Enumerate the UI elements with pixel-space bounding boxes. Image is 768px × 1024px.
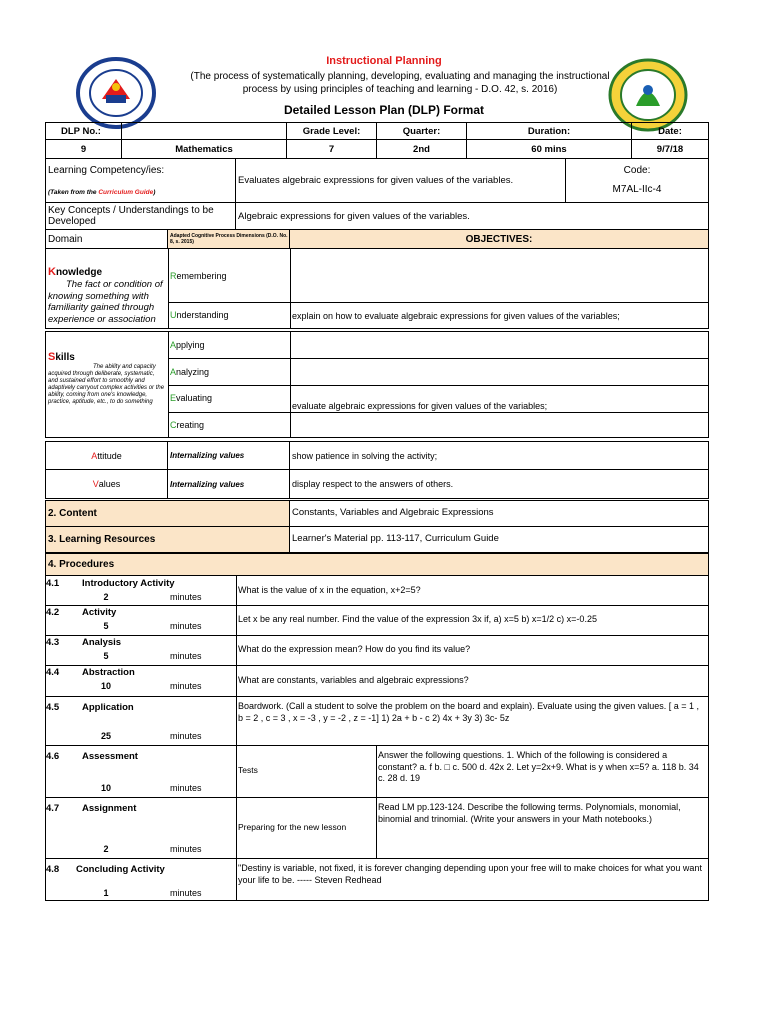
applying-label bbox=[170, 340, 205, 352]
attitude-row bbox=[45, 441, 709, 470]
competency-note-prefix: (Taken from the bbox=[48, 189, 99, 196]
procedure-minutes: 5 bbox=[103, 651, 109, 661]
evaluating-objective: evaluate algebraic expressions for given values of the variables; bbox=[292, 401, 548, 411]
key-concepts-text: Algebraic expressions for given values of the variables. bbox=[238, 210, 470, 222]
creating-rest: reating bbox=[176, 420, 205, 430]
knowledge-label bbox=[48, 267, 102, 279]
deped-seal-logo bbox=[76, 57, 156, 129]
knowledge-desc: The fact or condition of knowing something with familiarity gained through experience or association bbox=[48, 279, 163, 325]
skills-rest: kills bbox=[55, 352, 75, 363]
analyzing-initial: A bbox=[170, 367, 177, 377]
minutes-word: minutes bbox=[170, 731, 202, 741]
attitude-rest: ttitude bbox=[97, 450, 122, 461]
curriculum-guide-link: Curriculum Guide bbox=[98, 189, 154, 196]
minutes-word: minutes bbox=[170, 844, 202, 854]
minutes-word: minutes bbox=[170, 888, 202, 898]
code-value: M7AL-IIc-4 bbox=[612, 184, 662, 195]
code-cell bbox=[566, 159, 708, 202]
procedures-block bbox=[45, 575, 709, 901]
understanding-label bbox=[170, 310, 229, 322]
procedure-number: 4.1 bbox=[46, 578, 60, 589]
dlp-no-label: DLP No.: bbox=[46, 123, 122, 139]
analyzing-rest: nalyzing bbox=[176, 367, 210, 377]
resources-text: Learner's Material pp. 113-117, Curriculum Guide bbox=[292, 533, 499, 544]
quarter-value: 2nd bbox=[377, 140, 467, 158]
remembering-rest: emembering bbox=[176, 271, 227, 281]
procedure-text: What is the value of x in the equation, x+2=5? bbox=[238, 585, 421, 595]
content-label: 2. Content bbox=[46, 501, 290, 526]
procedure-number: 4.8 bbox=[46, 864, 60, 875]
procedure-name: Assessment bbox=[82, 751, 138, 762]
understanding-initial: U bbox=[170, 310, 177, 320]
understanding-rest: nderstanding bbox=[176, 310, 229, 320]
procedure-number: 4.6 bbox=[46, 751, 60, 762]
remembering-initial: R bbox=[170, 271, 177, 281]
subject-value: Mathematics bbox=[122, 140, 287, 158]
skills-block bbox=[45, 331, 709, 438]
code-label: Code: bbox=[623, 165, 651, 176]
procedures-label: 4. Procedures bbox=[48, 559, 115, 570]
competency-row bbox=[45, 158, 709, 203]
procedure-text: Let x be any real number. Find the value of the expression 3x if, a) x=5 b) x=1/2 c) x=-0.25 bbox=[238, 614, 597, 624]
procedure-name: Introductory Activity bbox=[82, 578, 175, 589]
attitude-process: Internalizing values bbox=[168, 442, 290, 469]
skills-initial: S bbox=[48, 351, 56, 363]
competency-note-suffix: ) bbox=[153, 189, 156, 196]
procedure-row bbox=[46, 858, 708, 902]
procedure-text: "Destiny is variable, not fixed, it is forever changing depending upon your free will to make choices for what you want your life to be. ----- Steven Redhead bbox=[238, 863, 702, 885]
competency-label-cell bbox=[46, 159, 236, 202]
procedure-minutes: 2 bbox=[103, 592, 109, 602]
minutes-word: minutes bbox=[170, 621, 202, 631]
procedure-row bbox=[46, 745, 708, 797]
resources-label: 3. Learning Resources bbox=[46, 527, 290, 552]
knowledge-block bbox=[45, 248, 709, 329]
procedure-row bbox=[46, 665, 708, 696]
procedure-text: Read LM pp.123-124. Describe the following terms. Polynomials, monomial, binomial and trinomial. (Write your answers in your Math notebooks.) bbox=[378, 802, 681, 824]
content-text: Constants, Variables and Algebraic Expressions bbox=[292, 507, 494, 518]
grade-label: Grade Level: bbox=[287, 123, 377, 139]
date-value: 9/7/18 bbox=[656, 143, 684, 155]
understanding-objective: explain on how to evaluate algebraic expressions for given values of the variables; bbox=[292, 311, 620, 321]
header-title: Instructional Planning bbox=[326, 55, 442, 67]
values-rest: alues bbox=[98, 479, 121, 489]
procedure-minutes: 10 bbox=[100, 783, 111, 793]
procedures-header-row bbox=[45, 553, 709, 576]
domain-label: Domain bbox=[46, 230, 168, 248]
procedure-text: What are constants, variables and algebraic expressions? bbox=[238, 675, 469, 685]
analyzing-label bbox=[170, 367, 209, 379]
skills-label bbox=[48, 352, 75, 364]
procedure-name: Concluding Activity bbox=[76, 864, 165, 875]
procedure-number: 4.4 bbox=[46, 667, 60, 678]
procedure-number: 4.3 bbox=[46, 637, 60, 648]
minutes-word: minutes bbox=[170, 592, 202, 602]
attitude-objective: show patience in solving the activity; bbox=[292, 450, 438, 461]
duration-value: 60 mins bbox=[467, 140, 632, 158]
procedure-text: What do the expression mean? How do you find its value? bbox=[238, 644, 471, 654]
procedure-name: Application bbox=[82, 702, 134, 713]
division-seal-logo bbox=[608, 58, 688, 132]
procedure-minutes: 2 bbox=[103, 844, 109, 854]
competency-note bbox=[48, 187, 155, 199]
procedure-row bbox=[46, 635, 708, 665]
procedure-row bbox=[46, 797, 708, 858]
minutes-word: minutes bbox=[170, 651, 202, 661]
domain-header-row bbox=[45, 229, 709, 249]
procedure-row bbox=[46, 576, 708, 605]
procedure-text: Answer the following questions. 1. Which of the following is considered a constant? a. f b. □ c. 500 d. 42x 2. Let y=2x+9. What is y when x=5? a. 118 b. 34 c. 28 d. 19 bbox=[378, 750, 699, 783]
creating-label bbox=[170, 420, 204, 432]
minutes-word: minutes bbox=[170, 681, 202, 691]
procedure-method: Tests bbox=[238, 765, 258, 775]
minutes-word: minutes bbox=[170, 783, 202, 793]
procedure-text: Boardwork. (Call a student to solve the problem on the board and explain). Evaluate using the given values. [ a = 1 , b = 2 , c = 3 , x = -3 , y = -2 , z = -1] 1) 2a + b - c 2) 4x + 3y 3) 3c- 5z bbox=[238, 701, 700, 723]
duration-label: Duration: bbox=[467, 123, 632, 139]
attitude-initial: A bbox=[91, 450, 98, 461]
skills-desc: The ability and capacity acquired through deliberate, systematic, and sustained effort to smoothly and adaptively carryout complex activities or the ability, coming from one's knowledge, practice, aptitude, etc., to do something bbox=[48, 364, 165, 405]
resources-row bbox=[45, 526, 709, 553]
attitude-label bbox=[46, 442, 168, 469]
procedure-method: Preparing for the new lesson bbox=[238, 822, 347, 832]
procedure-name: Assignment bbox=[82, 803, 137, 814]
evaluating-label bbox=[170, 393, 212, 405]
info-values-row bbox=[45, 139, 709, 159]
procedure-minutes: 1 bbox=[103, 888, 109, 898]
dlp-no-value: 9 bbox=[46, 140, 122, 158]
knowledge-rest: nowledge bbox=[55, 267, 103, 278]
procedure-row bbox=[46, 605, 708, 635]
info-labels-row bbox=[45, 122, 709, 140]
competency-label: Learning Competency/ies: bbox=[48, 165, 165, 176]
grade-value: 7 bbox=[287, 140, 377, 158]
procedure-minutes: 5 bbox=[103, 621, 109, 631]
values-row bbox=[45, 469, 709, 499]
date-label: Date: bbox=[658, 125, 682, 137]
procedure-number: 4.5 bbox=[46, 702, 60, 713]
values-objective: display respect to the answers of others. bbox=[292, 479, 454, 489]
objectives-label: OBJECTIVES: bbox=[290, 230, 708, 248]
competency-text: Evaluates algebraic expressions for given values of the variables. bbox=[236, 159, 566, 202]
procedure-name: Abstraction bbox=[82, 667, 135, 678]
dlp-title: Detailed Lesson Plan (DLP) Format bbox=[283, 103, 485, 117]
procedure-number: 4.7 bbox=[46, 803, 60, 814]
creating-initial: C bbox=[170, 420, 177, 430]
knowledge-initial: K bbox=[48, 266, 56, 278]
values-process: Internalizing values bbox=[168, 470, 290, 498]
values-initial: V bbox=[92, 479, 99, 489]
remembering-label bbox=[170, 271, 227, 283]
evaluating-initial: E bbox=[170, 393, 177, 403]
procedure-name: Analysis bbox=[82, 637, 122, 648]
dlp-no-blank bbox=[122, 123, 287, 139]
key-concepts-row bbox=[45, 202, 709, 230]
applying-rest: pplying bbox=[176, 340, 205, 350]
key-concepts-label: Key Concepts / Understandings to be Developed bbox=[46, 203, 236, 229]
procedure-name: Activity bbox=[82, 607, 117, 618]
content-row bbox=[45, 500, 709, 527]
adapted-process-label: Adapted Cognitive Process Dimensions (D.O. No. 8, s. 2015) bbox=[168, 230, 290, 248]
quarter-label: Quarter: bbox=[377, 123, 467, 139]
values-label bbox=[46, 470, 168, 498]
procedure-number: 4.2 bbox=[46, 607, 60, 618]
header-subtitle: (The process of systematically planning, developing, evaluating and managing the instructional process by using principles of teaching and learning - D.O. 42, s. 2016) bbox=[190, 71, 610, 95]
evaluating-rest: valuating bbox=[176, 393, 213, 403]
procedure-minutes: 10 bbox=[100, 681, 111, 691]
procedure-row bbox=[46, 696, 708, 745]
applying-initial: A bbox=[170, 340, 177, 350]
procedure-minutes: 25 bbox=[100, 731, 111, 741]
